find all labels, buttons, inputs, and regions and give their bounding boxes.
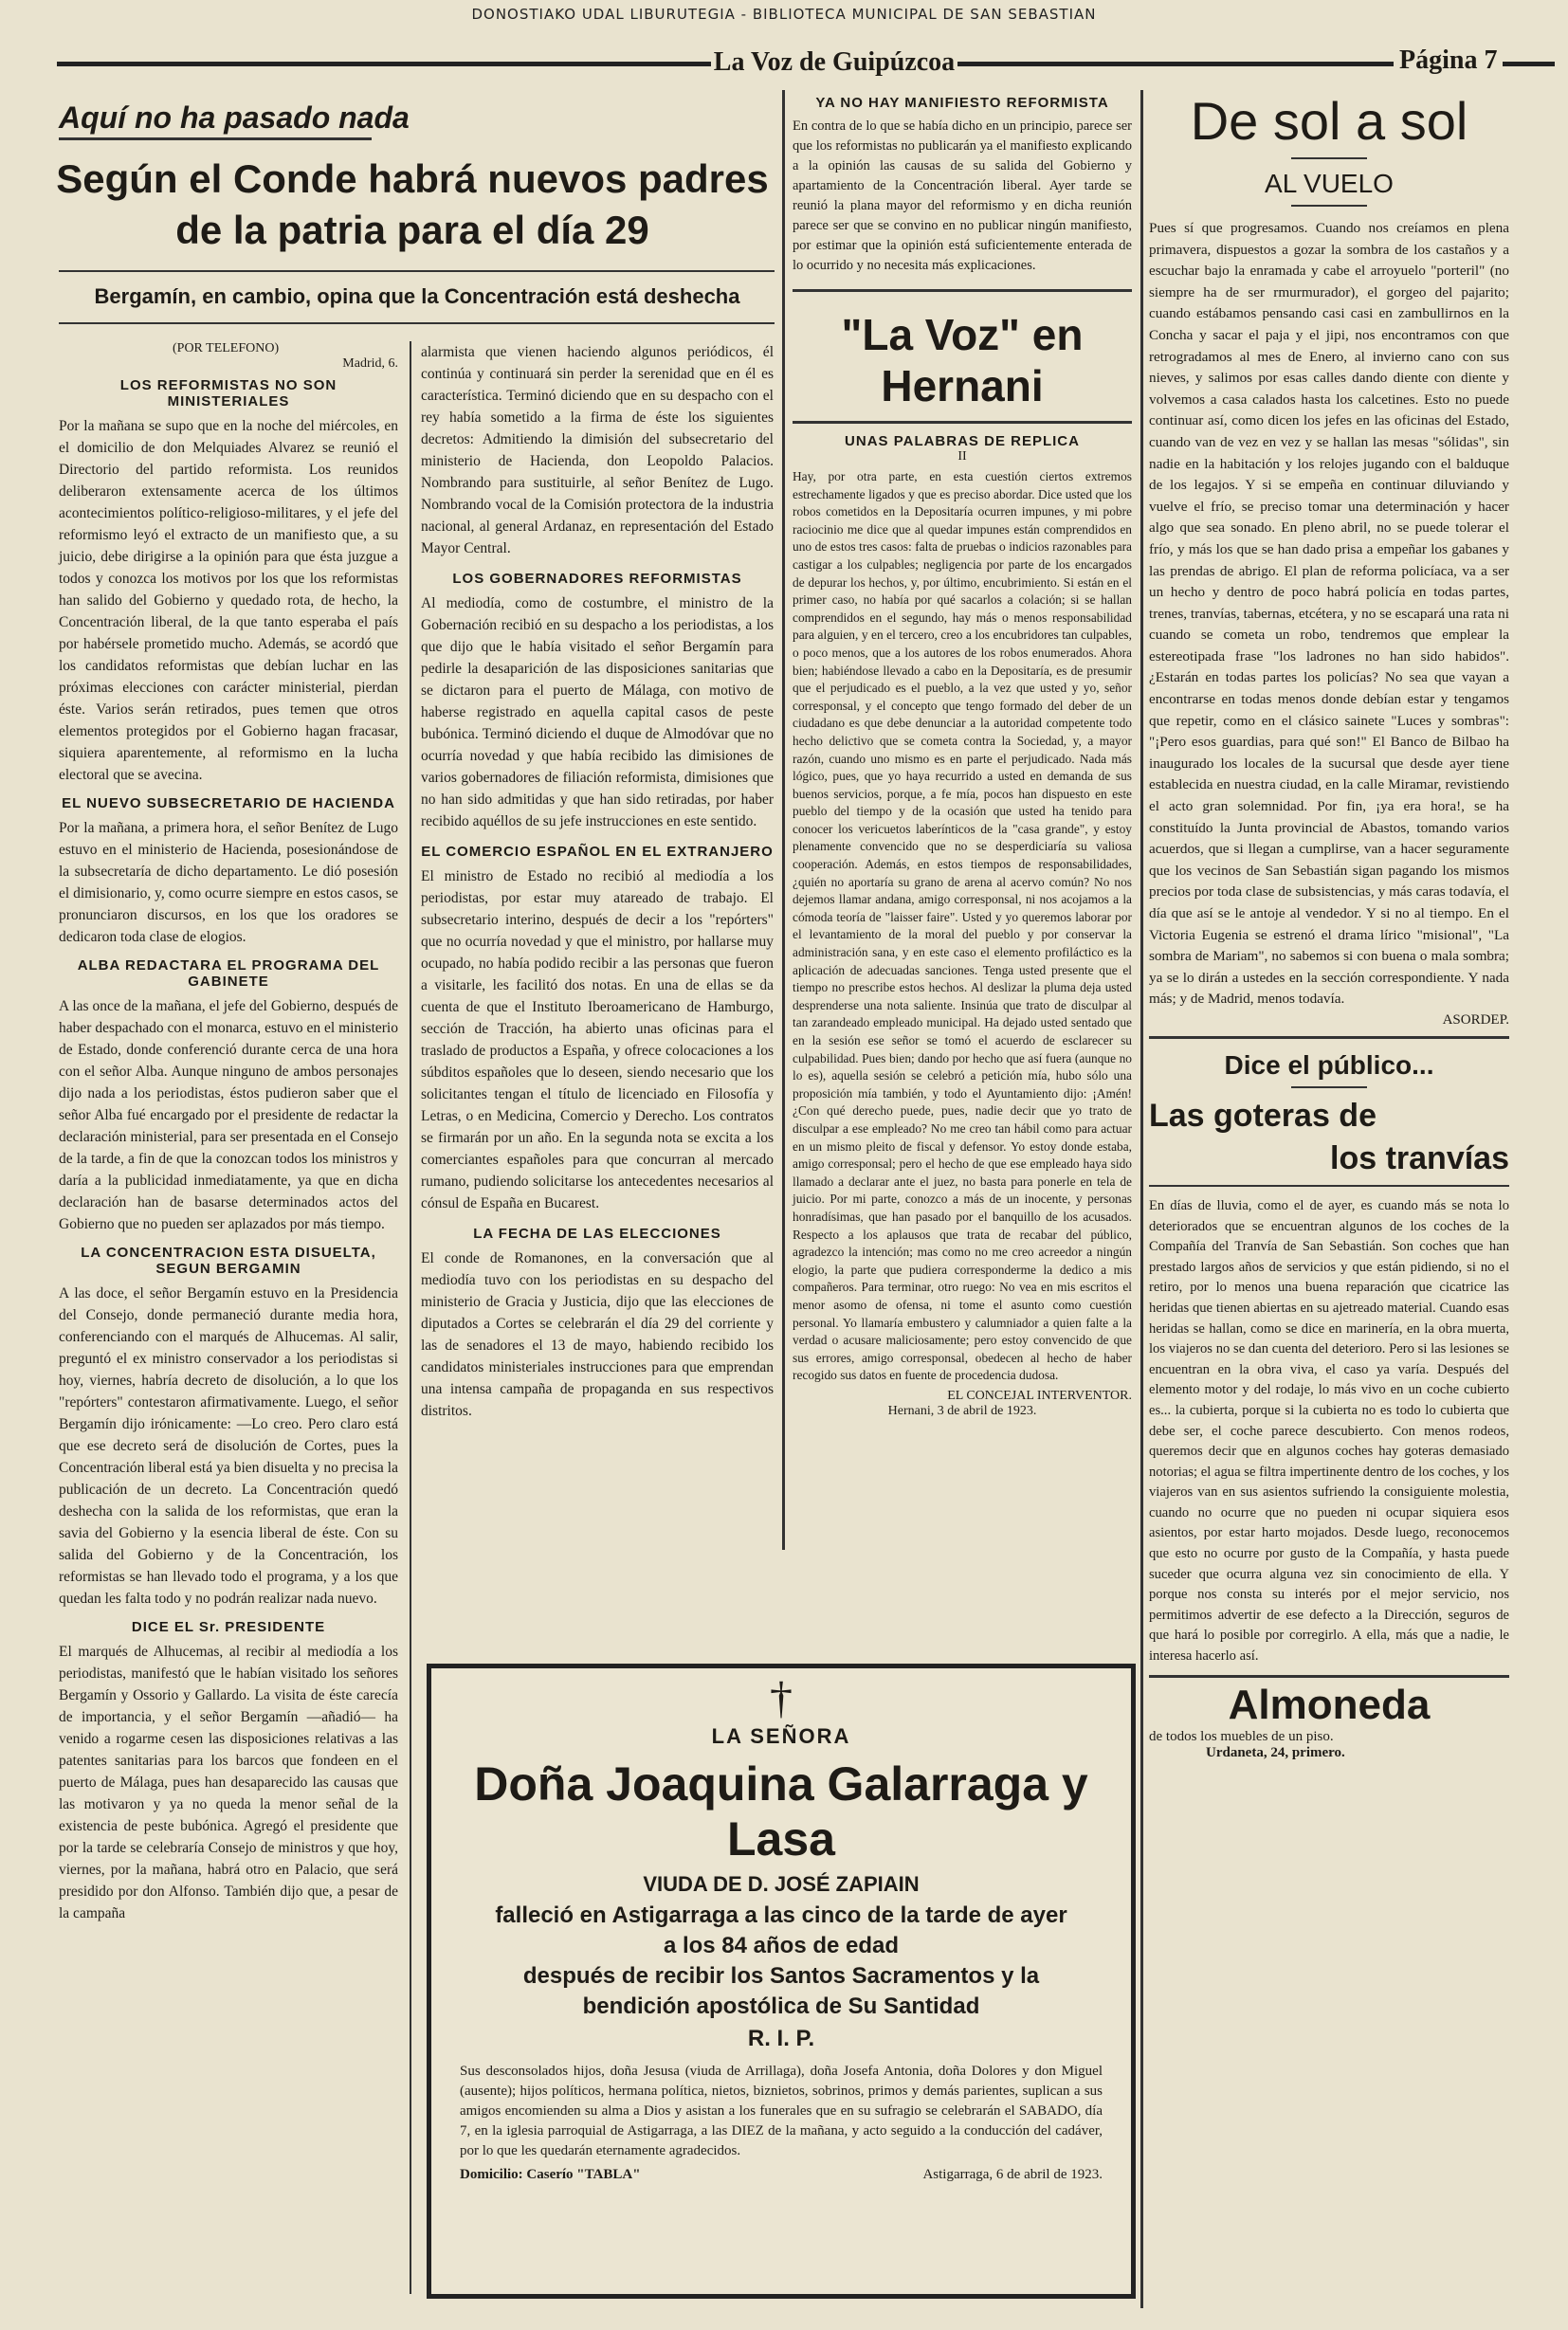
almoneda-title: Almoneda <box>1228 1681 1431 1728</box>
hernani-signature: EL CONCEJAL INTERVENTOR. <box>947 1388 1132 1403</box>
obituary-line: a los 84 años de edad <box>663 1933 900 1958</box>
section-text: A las doce, el señor Bergamín estuvo en la Presidencia del Consejo, donde permaneció durante media hora, conferenciando con el marqués de Alhucemas. Al salir, preguntó el ex ministro conservador a los periodistas si hoy, viernes, habría decreto de disolución, a lo que los "repórters" contestaron afirmativamente. Luego, el señor Bergamín dijo irónicamente: —Lo creo. Pero claro está que ese decreto será de disolución de Cortes, pues la Concentración liberal está ya bien disuelta y no precisa la publicación de un decreto. La Concentración quedó deshecha con la salida de los reformistas, que eran la savia del Gobierno y la esencia liberal de éste. Con su salida del Gobierno y de la Concentración, los reformistas se han llevado todo el programa, y a los que quedan les falta todo y no podrán realizar nada nuevo. <box>59 1285 398 1607</box>
obituary-rip: R. I. P. <box>747 2026 815 2051</box>
hernani-part: II <box>957 449 967 464</box>
hernani-subtitle: UNAS PALABRAS DE REPLICA <box>845 433 1080 449</box>
section-title: LOS GOBERNADORES REFORMISTAS <box>452 571 742 587</box>
article-column-4 <box>1149 90 1509 1761</box>
obituary-intro: LA SEÑORA <box>711 1724 851 1748</box>
desolasol-headline: De sol a sol <box>1190 91 1468 151</box>
section-rule <box>1291 205 1367 207</box>
section-title: YA NO HAY MANIFIESTO REFORMISTA <box>815 95 1109 111</box>
section-text: El marqués de Alhucemas, al recibir al mediodía a los periodistas, manifestó que le habían visitado los señores Bergamín y Ossorio y Gallardo. La visita de éste carecía de importancia, y el señor Bergamín —añadió— ha venido a rogarme cesen las disposiciones relativas a las patentes sanitarias para los barcos que fondeen en el puerto de Málaga, pues han desaparecido las causas que las motivaron y ya no queda la menor señal de la existencia de peste bubónica. Agregó el presidente que por la tarde se celebraría Consejo de ministros y que hoy, viernes, por la mañana, habrá otro en Palacio, que será presidido por don Alfonso. También dijo que, a pesar de la campaña <box>59 1644 398 1921</box>
library-credit: DONOSTIAKO UDAL LIBURUTEGIA - BIBLIOTECA MUNICIPAL DE SAN SEBASTIAN <box>471 6 1097 23</box>
article-headline: Según el Conde habrá nuevos padres de la patria para el día 29 <box>56 156 769 252</box>
dice-title: Dice el público... <box>1224 1049 1434 1080</box>
section-rule <box>793 421 1132 424</box>
section-text: El conde de Romanones, en la conversación que al mediodía tuvo con los periodistas en su despacho del ministerio de Gracia y Justicia, dijo que las elecciones de diputados a Cortes se celebrarán el día 29 del corriente y las de senadores el 13 de mayo, habiendo recibido los candidatos ministeriales instrucciones para que emprendan una intensa campaña de propaganda en sus respectivos distritos. <box>421 1250 774 1419</box>
section-text: En contra de lo que se había dicho en un principio, parece ser que los reformistas no publicarán ya el manifiesto explicando a la opinión las causas de su salida del Gobierno y apartamiento de la Concentración liberal. Ayer tarde se reunió la plana mayor del reformismo y en dicha reunión parece ser que se convino en no publicar ningún manifiesto, por estimar que la opinión está suficientemente enterada de lo ocurrido y no necesita más explicaciones. <box>793 118 1132 273</box>
section-title: DICE EL Sr. PRESIDENTE <box>131 1619 326 1635</box>
section-rule <box>1149 1036 1509 1039</box>
section-rule <box>1149 1675 1509 1678</box>
obituary-body: Sus desconsolados hijos, doña Jesusa (viuda de Arrillaga), doña Josefa Antonia, doña Dolores y don Miguel (ausente); hijos políticos, hermana política, nietos, biznietos, sobrinos, primos y demás parientes, suplican a sus amigos encomienden su alma a Dios y asistan a los funerales que en su sufragio se celebrarán el SABADO, día 7, en la iglesia parroquial de Astigarraga, a las DIEZ de la mañana, y acto seguido a la conducción del cadáver, por lo que les quedarán eternamente agradecidos. <box>460 2064 1103 2158</box>
dateline: Madrid, 6. <box>342 356 398 371</box>
goteras-headline: Las goteras de <box>1149 1097 1377 1134</box>
article-kicker: Aquí no ha pasado nada <box>59 100 410 135</box>
section-title: LA CONCENTRACION ESTA DISUELTA, SEGUN BERGAMIN <box>81 1245 376 1277</box>
section-text: Por la mañana se supo que en la noche del miércoles, en el domicilio de don Melquiades Alvarez se reunió el Directorio del partido reformista. Los reunidos deliberaron extensamente acerca de los últimos acontecimientos político-religioso-militares, y el jefe del reformismo leyó el extracto de un manifiesto que, a su juicio, debe dirigirse a la opinión para que ésta juzgue a todos y conozca los motivos por los que los reformistas han salido del Gobierno y quedado rota, de hecho, la Concentración liberal, de la que tanto esperaba el país por habérsele prometido mucho. Además, se acordó que los candidatos reformistas que debían luchar en las próximas elecciones con carácter ministerial, pierdan éste. Varios serán retirados, pues temen que otros elementos protegidos por el Gobierno hagan fracasar, siquiera aparentemente, al reformismo en la lucha electoral que se avecina. <box>59 418 398 783</box>
column-rule <box>1140 90 1143 2308</box>
section-text: Al mediodía, como de costumbre, el ministro de la Gobernación recibió en su despacho a los periodistas, a los que dijo que le había visitado el señor Bergamín para pedirle la desaparición de las disposiciones sanitarias que se dictaron para el puerto de Málaga, con motivo de haberse registrado en aquella capital casos de peste bubónica. Terminó diciendo el duque de Almodóvar que no ocurría novedad y que había recibido las dimisiones de varios gobernadores de filiación reformista, dimisiones que no han sido admitidas y que han sido retiradas, por haber recibido aquéllos de su jefe instrucciones en este sentido. <box>421 595 774 829</box>
source-line: (POR TELEFONO) <box>173 341 280 355</box>
almoneda-line: de todos los muebles de un piso. <box>1149 1728 1334 1744</box>
section-text: alarmista que vienen haciendo algunos periódicos, él continúa y continuará sin perder la serenidad que en él es característica. Terminó diciendo que en su despacho con el rey había sometido a la firma de éste los siguientes decretos: Admitiendo la dimisión del subsecretario del ministerio de Hacienda, don Leopoldo Palacios. Nombrando para sustituirle, al señor Benítez de Lugo. Nombrando vocal de la Comisión protectora de la industria nacional, al general Ardanaz, en representación del Estado Mayor Central. <box>421 344 774 556</box>
hernani-date: Hernani, 3 de abril de 1923. <box>887 1403 1037 1418</box>
section-text: El ministro de Estado no recibió al mediodía a los periodistas, por estar muy atareado de trabajo. El subsecretario interino, después de decir a los "repórters" que no ocurría novedad y que el ministro, por hallarse muy ocupado, no había podido recibir a las personas que fueron a visitarle, les facilitó dos notas. En una de ellas se da cuenta de que el Instituto Iberoamericano de Hamburgo, sección de Tracción, ha abierto unas oficinas para el traslado de productos a España, y ofrece colocaciones a los súbditos españoles que lo deseen, siendo necesario que los solicitantes tengan el título de licenciado en Filosofía y Letras, o en Medicina, Comercio y Derecho. Los contratos se firmarán por un año. En la segunda nota se excita a los comerciantes españoles para que concurran al mercado rumano, pudiendo solicitarse los antecedentes necesarios al cónsul de España en Bucarest. <box>421 868 774 1211</box>
section-rule <box>1149 1185 1509 1187</box>
masthead <box>57 46 1555 78</box>
section-rule <box>793 289 1132 292</box>
desolasol-text: Pues sí que progresamos. Cuando nos creíamos en plena primavera, dispuestos a gozar la sombra de los castaños y a escuchar bajo la enramada y cabe el arroyuelo "porteril" (no siempre ha de ser rmurmurador), el gorgeo del pajarito; cuando estábamos pensando casi casi en zambullirnos en la Concha y sacar el paja y el jipi, nos encontramos con que retrogradamos al mes de Enero, al invierno cano con sus nieves, y salimos por esas calles dando diente con diente y volvemos a casa calados hasta los calcetines. Esto no puede continuar así, como dicen los jefes en las oficinas del Estado, cuando van de vez en vez y se hallan las mesas "sólidas", sin nadie en la habitación y los relojes jugando con el balduque de los legajos. Y si se empeña en continuar diluviando y vuelve el frío, se preciso tomar una determinación y hacer algo que sea sonado. En pleno abril, no se puede tolerar el frío, y más los que se han dado prisa a empeñar los gabanes y las prendas de abrigo. El plan de reforma policíaca, va a ser un hecho y dentro de poco habrá policía en todas partes, trenes, tranvías, tabernas, etcétera, y no se escapará una rata ni cuando se cometa un robo, tendremos que emplear la estereotipada frase "los ladrones no han sido habidos". ¿Estarán en todas partes los policías? No sea que vayan a encontrarse en todas menos donde debían estar y tengamos que repetir, como en el clásico sainete "Luces y sombras": "¡Pero esos guardias, para qué son!" El Banco de Bilbao ha inaugurado los locales de la sucursal que desde ayer tiene establecida en nuestra ciudad, en la calle Miramar, revistiendo el acto gran solemnidad. Por fin, ¡ya era hora!, se ha constituído la Junta provincial de Abastos, tomando varios acuerdos, que si llegan a cumplirse, van a hacer seguramente que los vecinos de San Sebastián sigan pagando los mismos precios por toda clase de subsistencias, y más caras todavía, el día que así se le antoje al vendedor. Y si no al tiempo. En el Victoria Eugenia se estrenó el drama lírico "misional", "La sombra de Mariam", no sabemos si con buena o mala sombra; ya se lo dirán a ustedes en la sección correspondiente. Y nada más; y de Madrid, menos todavía. <box>1149 220 1509 1008</box>
column-rule <box>782 90 785 1550</box>
section-rule <box>1291 157 1367 159</box>
section-title: EL COMERCIO ESPAÑOL EN EL EXTRANJERO <box>421 844 774 860</box>
section-text: Por la mañana, a primera hora, el señor Benítez de Lugo estuvo en el ministerio de Hacienda, posesionándose de la subsecretaría de dicho departamento. Le dió posesión el dimisionario, y, como ocurre siempre en estos casos, se pronunciaron discursos, en los que los oradores se dedicaron toda clase de elogios. <box>59 820 398 945</box>
obituary-line: después de recibir los Santos Sacramentos y la <box>522 1963 1040 1989</box>
section-title: ALBA REDACTARA EL PROGRAMA DEL GABINETE <box>77 957 380 990</box>
deck-rule <box>59 322 775 324</box>
obituary-line: bendición apostólica de Su Santidad <box>582 1993 980 2019</box>
obituary-name: Doña Joaquina Galarraga y Lasa <box>474 1757 1088 1866</box>
article-column-1 <box>59 341 398 1924</box>
obituary-domicile: Domicilio: Caserío "TABLA" <box>460 2167 641 2182</box>
headline-rule <box>59 270 775 272</box>
obituary-widow: VIUDA DE D. JOSÉ ZAPIAIN <box>643 1872 920 1896</box>
hernani-text: Hay, por otra parte, en esta cuestión ciertos extremos estrechamente ligados y que es preciso abordar. Dice usted que los robos cometidos en la Depositaría ocurren impunes, y mi pobre raciocinio me dice que al quedar impunes están comprendidos en uno de estos tres casos: falta de pruebas o indicios razonables para castigar a los culpables; negligencia por parte de los encargados de depurar los hechos, y, por último, encubrimiento. Si están en el primer caso, no había por qué sacarlos a colación; si se hallan comprendidos en el segundo, hay más o menos responsabilidad para alguien, y en el tercero, creo a los encubridores tan culpables, o poco menos, que a los autores de los robos enumerados. Ahora bien; habiéndose llevado a cabo en la Depositaría, es de presumir que el perjudicado es el pueblo, a la vez que usted y yo, señor corresponsal, y el concepto que tengo formado del deber de un ciudadano es que debe denunciar a la autoridad competente todo hecho delictivo que se cometa contra la Sociedad, y, a mayor razón, cuando uno mismo es en parte el perjudicado. Nada más lógico, pues, que yo haya recurrido a usted en demanda de sus buenos servicios, porque, a fe mía, pocos han dispuesto en este pueblo del tiempo y de la ocasión que usted ha tenido para conocer los vericuetos laberínticos de la "casa grande", y estoy plenamente convencido que no se desperdiciaría su valiosa cooperación. Además, en estos tiempos de responsabilidades, ¿quién no aportaría su grano de arena al acervo común? No nos dejemos llamar andana, amigo corresponsal, ni nos acojamos a la cómoda teoría de "laisser faire". Usted y yo queremos laborar por el levantamiento de la moral del pueblo y por conservar la administración sana, y en este caso el elemento profiláctico es la aplicación de adecuadas sanciones. Tenga usted presente que el tiempo no prescribe estos hechos. Al deslizar la pluma deja usted desprenderse una nota saliente. Insinúa que trato de disculpar al tan zarandeado empleado municipal. Ha dejado usted sentado que en la sesión ese señor se tomó el acuerdo de esclarecer su culpabilidad. Pues bien; dando por hecho que así fuera (aunque no lo es), aquella sesión se celebró a petición mía, hubo sólo una proposición mía también, y todo el Ayuntamiento dijo: ¡Amén! ¿Con qué derecho puede, pues, nadie decir que yo trato de disculpar a ese empleado? No me creo tan hábil como para actuar en un mismo pleito de fiscal y defensor. Yo estoy donde estaba, amigo corresponsal; pero el hecho de que ese empleado haya sido llamado a declarar ante el juez, no basta para ponerle en tela de juicio. Por mi parte, conozco a más de un inocente, y personas honradísimas, que han pasado por el banquillo de los acusados. Respecto a los aplausos que trata de recabar del público, agradezco la intención; mas como no me creo acreedor a ningún elogio, la parte que pudiera corresponderme la dedico a mis compañeros. Para terminar, otro ruego: No vea en mis escritos el menor asomo de ofensa, ni tome el asunto como cuestión personal. Yo llamaría embustero y calumniador a quien falte a la verdad o acusare maliciosamente; pero estoy convencido de que sus errores, amigo corresponsal, obedecen al hecho de haber recogido sus datos en fuente de procedencia dudosa. <box>793 469 1132 1383</box>
newspaper-title: La Voz de Guipúzcoa <box>711 47 957 78</box>
obituary-date: Astigarraga, 6 de abril de 1923. <box>922 2167 1103 2182</box>
goteras-headline: los tranvías <box>1330 1139 1509 1176</box>
article-column-2 <box>421 341 774 1422</box>
obituary-notice <box>427 1664 1136 2299</box>
section-text: A las once de la mañana, el jefe del Gobierno, después de haber despachado con el monarca, estuvo en el ministerio de Estado, donde conferenció durante cerca de una hora con el señor Alba. Aunque ninguno de ambos personajes dijo nada a los periodistas, éstos pudieron saber que el señor Alba fué encargado por el presidente de redactar la declaración ministerial, para ser presentada en el Consejo de la tarde, a fin de que la conozcan todos los ministros y daría a la publicidad inmediatamente, ya que en dicha declaración han de basarse determinados actos del Gobierno que no pueden ser aplazados por más tiempo. <box>59 998 398 1232</box>
column-rule <box>410 341 411 2294</box>
page-number: Página 7 <box>1394 46 1503 76</box>
article-column-3 <box>793 95 1132 1419</box>
obituary-footer <box>460 2167 1103 2183</box>
section-title: LOS REFORMISTAS NO SON MINISTERIALES <box>119 377 337 410</box>
desolasol-signature: ASORDEP. <box>1442 1011 1509 1028</box>
goteras-text: En días de lluvia, como el de ayer, es cuando más se nota lo deteriorados que se encuentran algunos de los coches de la Compañía del Tranvía de San Sebastián. Son coches que han prestado largos años de servicios y que están pidiendo, si no el retiro, por lo menos una buena reparación que cicatrice las heridas que tienen abiertas en su ajetreado material. Cuando esas heridas se hallan, como se dice en marinería, en la obra muerta, los viajeros no se dan cuenta del deterioro. Pero si las lesiones se encuentran en la obra viva, el caso ya varía. Después del elemento motor y del rodaje, lo más vivo en un coche cubierto es... la cubierta, porque si la cubierta no es todo lo cubierta que debe ser, el coche parece descubierto. Con menos rodeos, queremos decir que en algunos coches hay goteras demasiado notorias; el agua se filtra impertinente dentro de los coches, y los viajeros van en sus asientos sufriendo la consiguiente molestia, cuando no ocurre que no pueden ni ocupar siquiera esos asientos, por estar harto mojados. Desde luego, reconocemos que esto no ocurre por gusto de la Compañía, y hasta puede suceder que ocurra alguna vez sin conocimiento de ella. Y porque nos consta su interés por el mejor servicio, nos permitimos advertir de ese defecto a la Dirección, seguros de que hará lo posible por corregirlo. A ella, más que a nadie, le interesa hacerlo así. <box>1149 1197 1509 1665</box>
cross-icon: † <box>770 1673 793 1723</box>
article-deck: Bergamín, en cambio, opina que la Concentración está deshecha <box>94 284 740 308</box>
section-title: LA FECHA DE LAS ELECCIONES <box>473 1226 721 1242</box>
section-title: EL NUEVO SUBSECRETARIO DE HACIENDA <box>62 795 395 811</box>
hernani-headline: "La Voz" en Hernani <box>841 310 1084 410</box>
almoneda-address: Urdaneta, 24, primero. <box>1206 1744 1345 1760</box>
obituary-line: falleció en Astigarraga a las cinco de la tarde de ayer <box>495 1902 1067 1928</box>
desolasol-sub: AL VUELO <box>1265 169 1394 198</box>
section-rule <box>1291 1086 1367 1088</box>
kicker-rule <box>59 137 372 140</box>
